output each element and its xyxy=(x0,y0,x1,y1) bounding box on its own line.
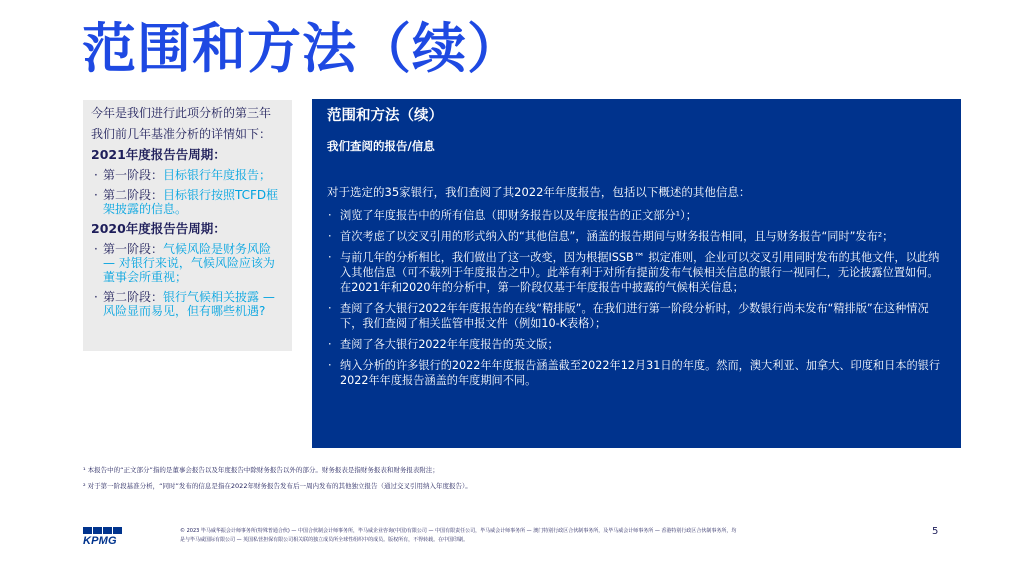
bullet-icon: · xyxy=(328,359,332,372)
list-item xyxy=(327,229,949,244)
list-item xyxy=(91,168,284,182)
kpmg-logo xyxy=(83,527,125,551)
list-item-text: 查阅了各大银行2022年年度报告的在线“精排版”。在我们进行第一阶段分析时，少数银行尚未发布“精排版”在这种情况下，我们查阅了相关监管申报文件（例如10-K表格）； xyxy=(340,302,929,330)
phase-label: 第二阶段： xyxy=(103,290,164,304)
list-item-text: 浏览了年度报告中的所有信息（即财务报告以及年度报告的正文部分¹）； xyxy=(340,209,697,222)
phase-text: 目标银行按照TCFD框架披露的信息。 xyxy=(103,188,279,216)
page-title: 范围和方法（续） xyxy=(82,17,522,80)
logo-squares-icon xyxy=(83,527,125,534)
list-item xyxy=(91,242,284,284)
year-2021-heading: 2021年度报告告周期： xyxy=(91,147,226,162)
year-2020-heading: 2020年度报告告周期： xyxy=(91,221,226,236)
logo-wordmark: KPMG xyxy=(83,535,117,547)
bullet-icon: · xyxy=(328,230,332,243)
phase-label: 第一阶段： xyxy=(103,242,164,256)
footnote-1: ¹ 本报告中的“正文部分”指的是董事会报告以及年度报告中除财务报告以外的部分。财务报表是指财务报表和财务报表附注； xyxy=(83,466,439,474)
phase-text: 气候风险是财务风险 — 对银行来说，气候风险应该为董事会所重视； xyxy=(103,242,275,284)
list-item-text: 纳入分析的许多银行的2022年年度报告涵盖截至2022年12月31日的年度。然而，澳大利亚、加拿大、印度和日本的银行2022年年度报告涵盖的年度期间不同。 xyxy=(340,359,941,387)
bullet-icon: · xyxy=(328,251,332,264)
footnote-2: ² 对于第一阶段基准分析，“同时”发布的信息是指在2022年财务报告发布后一周内发布的其他独立报告（通过交叉引用纳入年度报告）。 xyxy=(83,482,472,490)
list-item xyxy=(91,188,284,216)
panel-title: 范围和方法（续） xyxy=(327,108,443,124)
bullet-icon: · xyxy=(94,242,98,256)
list-item xyxy=(327,301,949,331)
bullet-icon: · xyxy=(328,209,332,222)
list-item xyxy=(327,250,949,295)
bullet-icon: · xyxy=(328,338,332,351)
phase-label: 第二阶段： xyxy=(103,188,164,202)
list-item-text: 首次考虑了以交叉引用的形式纳入的“其他信息”，涵盖的报告期间与财务报告相同，且与财务报告“同时”发布²； xyxy=(340,230,894,243)
list-item xyxy=(327,208,949,223)
list-item-text: 查阅了各大银行2022年年度报告的英文版； xyxy=(340,338,559,351)
list-item xyxy=(327,337,949,352)
bullet-icon: · xyxy=(328,302,332,315)
phase-label: 第一阶段： xyxy=(103,168,164,182)
panel-subtitle: 我们查阅的报告/信息 xyxy=(327,139,435,153)
legal-notice: © 2023 毕马威华振会计师事务所(特殊普通合伙) — 中国合伙制会计师事务所，毕马威企业咨询(中国)有限公司 — 中国有限责任公司，毕马威会计师事务所 — 澳门特别行政区合伙制事务所，及毕马威会计师事务所 — 香港特别行政区合伙制事务所，均是与毕马威国际有限公司 — 英国私营担保有限公司相关联的独立成员所全球性组织中的成员。版权所有，不得转载。在中国印刷。 xyxy=(180,528,737,543)
list-item xyxy=(327,358,949,388)
list-item xyxy=(91,290,284,318)
scope-panel xyxy=(312,99,961,448)
phase-text: 目标银行年度报告； xyxy=(163,168,272,182)
panel-intro: 对于选定的35家银行，我们查阅了其2022年年度报告，包括以下概述的其他信息： xyxy=(327,185,751,199)
bullet-icon: · xyxy=(94,290,98,304)
intro-line-1: 今年是我们进行此项分析的第三年 xyxy=(91,106,272,120)
prior-years-panel xyxy=(83,100,292,351)
bullet-icon: · xyxy=(94,168,98,182)
phase-text: 银行气候相关披露 —风险显而易见，但有哪些机遇? xyxy=(103,290,275,318)
page-number: 5 xyxy=(932,526,939,537)
list-item-text: 与前几年的分析相比，我们做出了这一改变，因为根据ISSB™ 拟定准则，企业可以交叉引用同时发布的其他文件，以此纳入其他信息（可不载列于年度报告之中）。此举有利于对所有提前发布气候相关信息的银行一视同仁，无论披露位置如何。在2021年和2020年的分析中，第一阶段仅基于年度报告中披露的气候相关信息； xyxy=(340,251,940,294)
intro-line-2: 我们前几年基准分析的详情如下： xyxy=(91,127,272,141)
bullet-icon: · xyxy=(94,188,98,202)
